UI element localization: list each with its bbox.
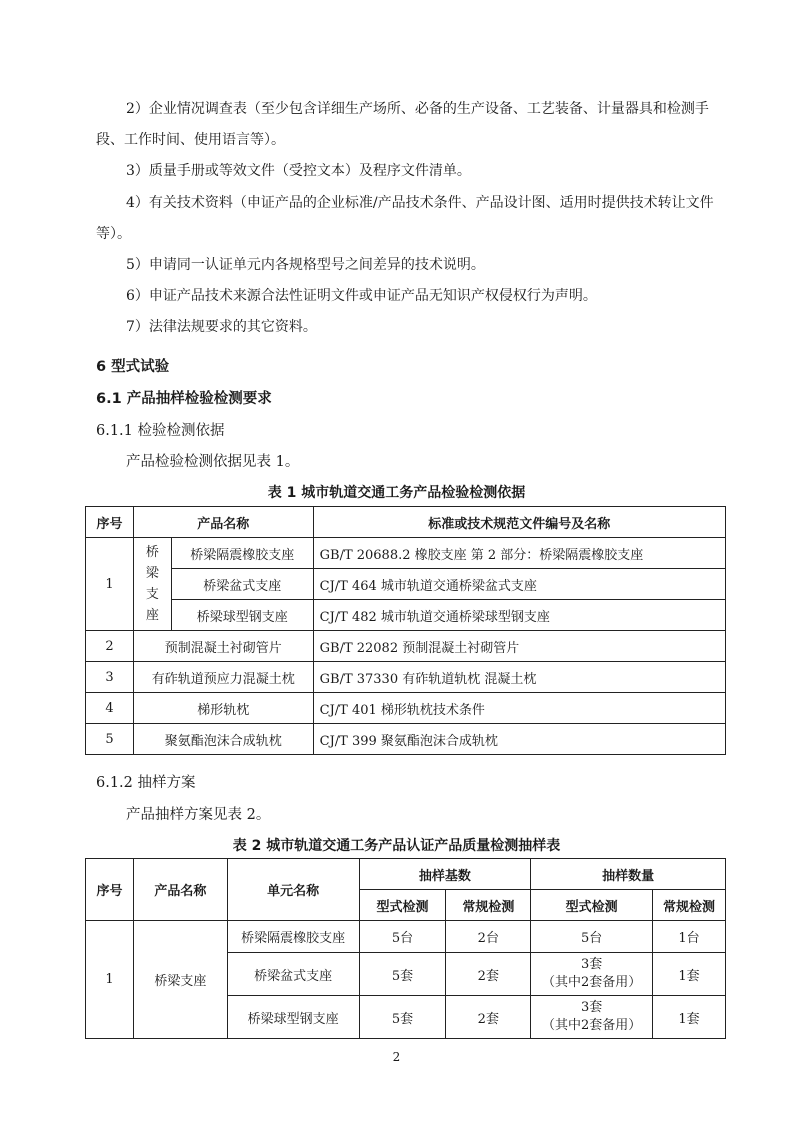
standard-cell: CJ/T 464 城市轨道交通桥梁盆式支座 bbox=[313, 569, 725, 600]
section-6-1-2-text: 产品抽样方案见表 2。 bbox=[126, 807, 271, 823]
table-row bbox=[86, 538, 726, 569]
row-number-cell: 5 bbox=[86, 724, 134, 755]
header-cell-type-test: 型式检测 bbox=[359, 890, 446, 921]
unit-name-cell: 桥梁隔震橡胶支座 bbox=[227, 921, 359, 953]
group-label-char: 座 bbox=[145, 608, 159, 623]
table-1 bbox=[85, 506, 726, 755]
standard-cell: CJ/T 399 聚氨酯泡沫合成轨枕 bbox=[313, 724, 725, 755]
table-row bbox=[86, 569, 726, 600]
table-1-caption: 表 1 城市轨道交通工务产品检验检测依据 bbox=[267, 485, 526, 501]
product-name-cell: 梯形轨枕 bbox=[133, 693, 313, 724]
base-type-cell: 5套 bbox=[359, 953, 446, 996]
product-name-cell: 桥梁球型钢支座 bbox=[171, 600, 313, 631]
table-row bbox=[86, 921, 726, 953]
standard-cell: CJ/T 401 梯形轨枕技术条件 bbox=[313, 693, 725, 724]
header-cell-product: 产品名称 bbox=[133, 859, 227, 921]
qty-type-value: 3套 bbox=[581, 957, 603, 972]
table-row bbox=[86, 693, 726, 724]
group-label-cell bbox=[133, 538, 171, 631]
paragraph-item-5: 5）申请同一认证单元内各规格型号之间差异的技术说明。 bbox=[126, 257, 485, 273]
base-routine-cell: 2台 bbox=[446, 921, 531, 953]
base-routine-cell: 2套 bbox=[446, 996, 531, 1039]
qty-type-value: 3套 bbox=[581, 1000, 603, 1015]
section-6-1-1-text: 产品检验检测依据见表 1。 bbox=[126, 454, 300, 470]
section-6-1-heading: 6.1 产品抽样检验检测要求 bbox=[96, 391, 272, 407]
row-number-cell: 4 bbox=[86, 693, 134, 724]
product-name-cell: 桥梁盆式支座 bbox=[171, 569, 313, 600]
paragraph-item-2: 2）企业情况调查表（至少包含详细生产场所、必备的生产设备、工艺装备、计量器具和检测手段、工作时间、使用语言等）。 bbox=[96, 101, 709, 148]
standard-cell: GB/T 22082 预制混凝土衬砌管片 bbox=[313, 631, 725, 662]
base-routine-cell: 2套 bbox=[446, 953, 531, 996]
product-name-cell: 聚氨酯泡沫合成轨枕 bbox=[133, 724, 313, 755]
row-number-cell: 2 bbox=[86, 631, 134, 662]
row-number-cell: 1 bbox=[86, 538, 134, 631]
product-name-cell: 桥梁支座 bbox=[133, 921, 227, 1039]
group-label-char: 梁 bbox=[145, 566, 159, 581]
paragraph-item-3: 3）质量手册或等效文件（受控文本）及程序文件清单。 bbox=[126, 163, 471, 179]
standard-cell: GB/T 20688.2 橡胶支座 第 2 部分：桥梁隔震橡胶支座 bbox=[313, 538, 725, 569]
base-type-cell: 5台 bbox=[359, 921, 446, 953]
header-cell-no: 序号 bbox=[86, 859, 134, 921]
qty-type-cell bbox=[531, 953, 653, 996]
paragraph-item-7: 7）法律法规要求的其它资料。 bbox=[126, 319, 317, 335]
table-2 bbox=[85, 858, 726, 1039]
base-type-cell: 5套 bbox=[359, 996, 446, 1039]
unit-name-cell: 桥梁球型钢支座 bbox=[227, 996, 359, 1039]
qty-routine-cell: 1套 bbox=[653, 996, 726, 1039]
table-2-caption: 表 2 城市轨道交通工务产品认证产品质量检测抽样表 bbox=[232, 838, 561, 854]
paragraph-item-6: 6）申证产品技术来源合法性证明文件或申证产品无知识产权侵权行为声明。 bbox=[126, 288, 597, 304]
qty-type-note: （其中2套备用） bbox=[542, 1018, 642, 1033]
standard-cell: CJ/T 482 城市轨道交通桥梁球型钢支座 bbox=[313, 600, 725, 631]
section-6-heading: 6 型式试验 bbox=[96, 359, 170, 375]
unit-name-cell: 桥梁盆式支座 bbox=[227, 953, 359, 996]
qty-type-note: （其中2套备用） bbox=[542, 975, 642, 990]
qty-type-cell bbox=[531, 996, 653, 1039]
row-number-cell: 3 bbox=[86, 662, 134, 693]
table-row bbox=[86, 600, 726, 631]
row-number-cell: 1 bbox=[86, 921, 134, 1039]
header-cell-routine-test: 常规检测 bbox=[446, 890, 531, 921]
header-cell-type-test: 型式检测 bbox=[531, 890, 653, 921]
header-cell-sample-quantity: 抽样数量 bbox=[531, 859, 726, 890]
header-cell-unit: 单元名称 bbox=[227, 859, 359, 921]
table-row bbox=[86, 631, 726, 662]
group-label-char: 桥 bbox=[145, 545, 159, 560]
qty-routine-cell: 1套 bbox=[653, 953, 726, 996]
section-6-1-2-heading: 6.1.2 抽样方案 bbox=[96, 775, 196, 791]
header-cell-product: 产品名称 bbox=[133, 507, 313, 538]
header-cell-sample-base: 抽样基数 bbox=[359, 859, 531, 890]
qty-routine-cell: 1台 bbox=[653, 921, 726, 953]
table-2-header-row-1 bbox=[86, 859, 726, 890]
group-label-char: 支 bbox=[145, 587, 159, 602]
header-cell-routine-test: 常规检测 bbox=[653, 890, 726, 921]
paragraph-item-4: 4）有关技术资料（申证产品的企业标准/产品技术条件、产品设计图、适用时提供技术转让文件等）。 bbox=[96, 195, 714, 242]
section-6-1-1-heading: 6.1.1 检验检测依据 bbox=[96, 423, 225, 439]
product-name-cell: 桥梁隔震橡胶支座 bbox=[171, 538, 313, 569]
table-row bbox=[86, 662, 726, 693]
header-cell-no: 序号 bbox=[86, 507, 134, 538]
qty-type-cell: 5台 bbox=[531, 921, 653, 953]
page-number: 2 bbox=[392, 1050, 401, 1064]
product-name-cell: 预制混凝土衬砌管片 bbox=[133, 631, 313, 662]
standard-cell: GB/T 37330 有砟轨道轨枕 混凝土枕 bbox=[313, 662, 725, 693]
table-1-header-row bbox=[86, 507, 726, 538]
table-row bbox=[86, 724, 726, 755]
header-cell-standard: 标准或技术规范文件编号及名称 bbox=[313, 507, 725, 538]
product-name-cell: 有砟轨道预应力混凝土枕 bbox=[133, 662, 313, 693]
